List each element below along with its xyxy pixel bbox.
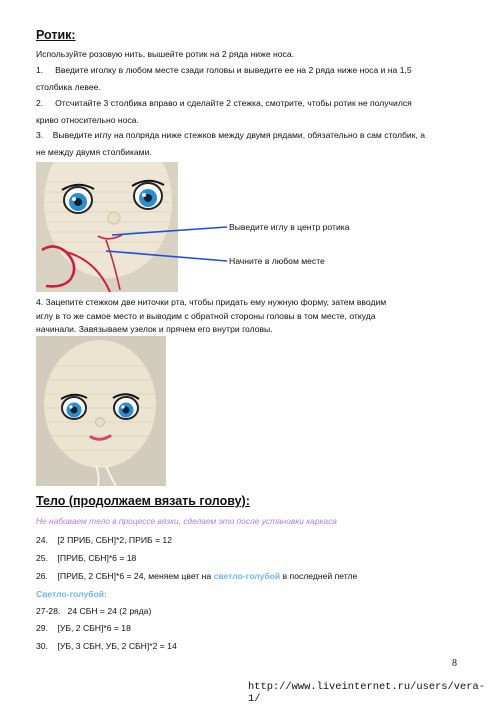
row-text: [ПРИБ, 2 СБН]*6 = 24, меняем цвет на bbox=[57, 571, 212, 581]
step-4-line-1: 4. Зацепите стежком две ниточки рта, чтобы придать ему нужную форму, затем вводим bbox=[36, 297, 387, 307]
row-30 bbox=[36, 640, 177, 652]
row-text: [ПРИБ, СБН]*6 = 18 bbox=[57, 553, 137, 563]
row-number: 29. bbox=[36, 623, 48, 633]
source-url: http://www.liveinternet.ru/users/vera-1/ bbox=[248, 681, 485, 705]
row-text: [УБ, 2 СБН]*6 = 18 bbox=[57, 623, 131, 633]
callout-center: Выведите иглу в центр ротика bbox=[229, 222, 350, 232]
step-4-line-3: начинали. Завязываем узелок и прячем его внутри головы. bbox=[36, 324, 273, 334]
step-text-cont: криво относительно носа. bbox=[36, 114, 139, 125]
row-27-28 bbox=[36, 605, 151, 617]
step-number: 1. bbox=[36, 65, 44, 75]
row-24 bbox=[36, 534, 172, 546]
row-text: [2 ПРИБ, СБН]*2, ПРИБ = 12 bbox=[57, 535, 172, 545]
row-number: 30. bbox=[36, 641, 48, 651]
callout-start: Начните в любом месте bbox=[229, 256, 325, 266]
step-text: Введите иголку в любом месте сзади головы и выведите ее на 2 ряда ниже носа и на 1,5 bbox=[55, 65, 412, 75]
step-text: Выведите иглу на полряда ниже стежков между двумя рядами, обязательно в сам столбик, а bbox=[52, 130, 426, 140]
row-number: 27-28. bbox=[36, 606, 61, 616]
row-25 bbox=[36, 552, 136, 564]
step-4 bbox=[36, 296, 466, 337]
note-text: Не набиваем тело в процессе вязки, сделаем это после установки каркаса bbox=[36, 516, 337, 526]
color-label: Светло-голубой: bbox=[36, 589, 107, 599]
step-1 bbox=[36, 62, 466, 95]
section-title-mouth: Ротик: bbox=[36, 28, 76, 42]
step-number: 2. bbox=[36, 98, 44, 108]
step-number: 3. bbox=[36, 130, 44, 140]
row-number: 26. bbox=[36, 571, 48, 581]
row-text: 24 СБН = 24 (2 ряда) bbox=[67, 606, 152, 616]
callout-arrows bbox=[100, 218, 230, 268]
section-title-body: Тело (продолжаем вязать голову): bbox=[36, 494, 250, 508]
step-2 bbox=[36, 95, 466, 128]
page-number: 8 bbox=[452, 658, 457, 669]
row-number: 25. bbox=[36, 553, 48, 563]
step-text-cont: не между двумя столбиками. bbox=[36, 146, 152, 157]
row-text: [УБ, 3 СБН, УБ, 2 СБН]*2 = 14 bbox=[57, 641, 177, 651]
step-3 bbox=[36, 127, 466, 160]
doll-head-photo bbox=[36, 336, 166, 486]
row-26 bbox=[36, 570, 357, 582]
row-text-after: в последней петле bbox=[282, 571, 358, 581]
step-text: Отсчитайте 3 столбика вправо и сделайте 2 стежка, смотрите, чтобы ротик не получился bbox=[55, 98, 412, 108]
intro-text: Используйте розовую нить, вышейте ротик на 2 ряда ниже носа. bbox=[36, 49, 295, 59]
step-4-line-2: иглу в то же самое место и выводим с обратной стороны головы в том месте, откуда bbox=[36, 310, 376, 321]
row-29 bbox=[36, 622, 131, 634]
color-word: светло-голубой bbox=[213, 571, 281, 581]
row-number: 24. bbox=[36, 535, 48, 545]
step-text-cont: столбика левее. bbox=[36, 81, 101, 92]
